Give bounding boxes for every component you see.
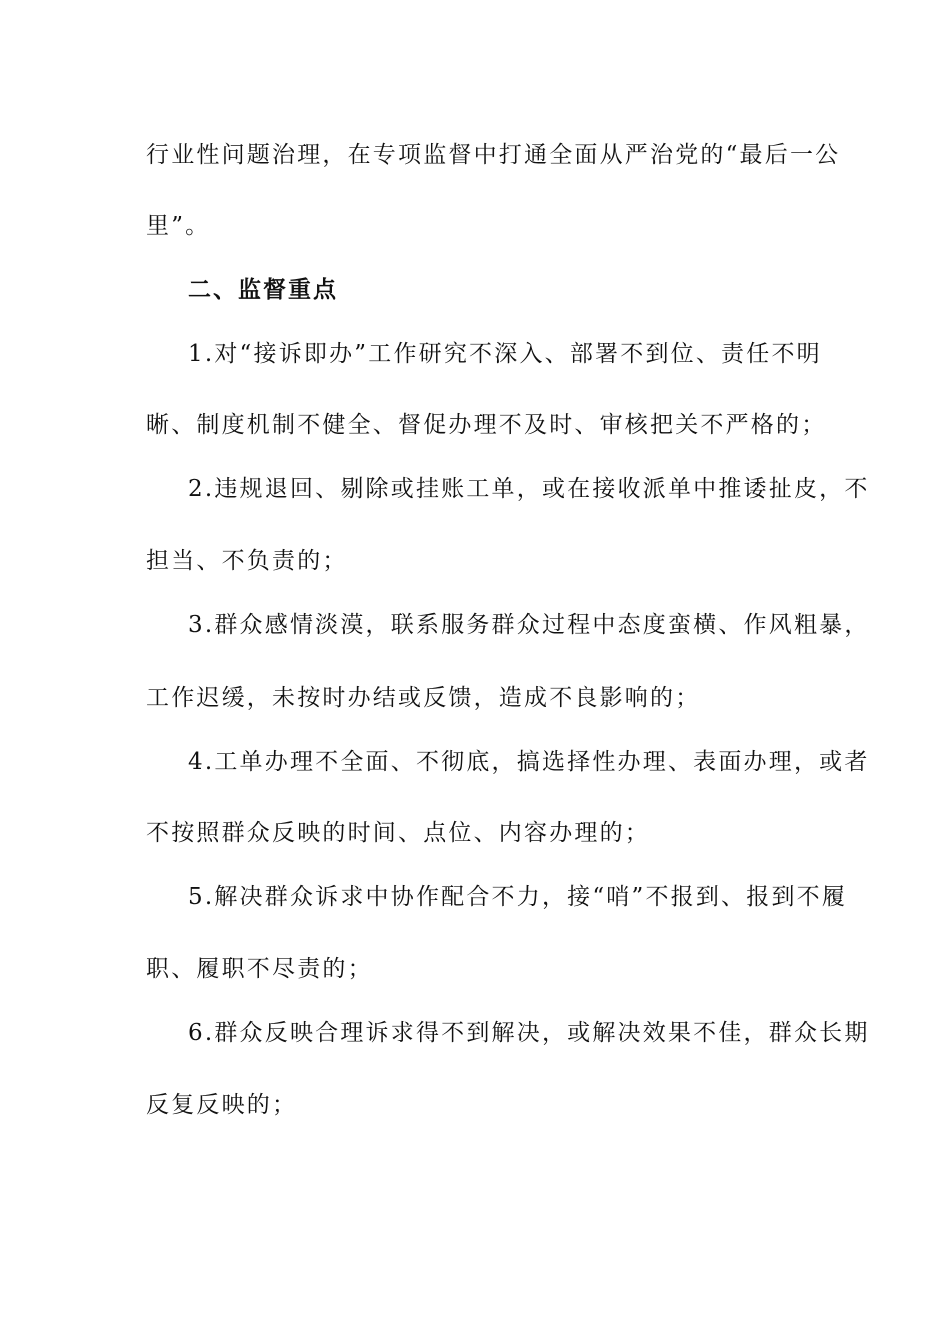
list-item-4-line: 4.工单办理不全面、不彻底，搞选择性办理、表面办理，或者 — [188, 749, 870, 775]
list-item-1-line: 晰、制度机制不健全、督促办理不及时、审核把关不严格的； — [146, 412, 827, 438]
list-item-2-line: 担当、不负责的； — [146, 548, 348, 574]
list-item-5-line: 5.解决群众诉求中协作配合不力，接“哨”不报到、报到不履 — [188, 884, 848, 910]
section-heading: 二、监督重点 — [188, 276, 338, 303]
list-item-6-line: 6.群众反映合理诉求得不到解决，或解决效果不佳，群众长期 — [188, 1020, 870, 1046]
list-item-3-line: 工作迟缓，未按时办结或反馈，造成不良影响的； — [146, 685, 701, 711]
list-item-1-line: 1.对“接诉即办”工作研究不深入、部署不到位、责任不明 — [188, 341, 822, 367]
list-item-4-line: 不按照群众反映的时间、点位、内容办理的； — [146, 820, 650, 846]
body-text-line: 行业性问题治理，在专项监督中打通全面从严治党的“最后一公 — [146, 142, 841, 168]
list-item-3-line: 3.群众感情淡漠，联系服务群众过程中态度蛮横、作风粗暴， — [188, 612, 870, 638]
body-text-line: 里”。 — [146, 213, 211, 239]
list-item-2-line: 2.违规退回、剔除或挂账工单，或在接收派单中推诿扯皮，不 — [188, 476, 870, 502]
list-item-6-line: 反复反映的； — [146, 1092, 298, 1118]
list-item-5-line: 职、履职不尽责的； — [146, 956, 373, 982]
